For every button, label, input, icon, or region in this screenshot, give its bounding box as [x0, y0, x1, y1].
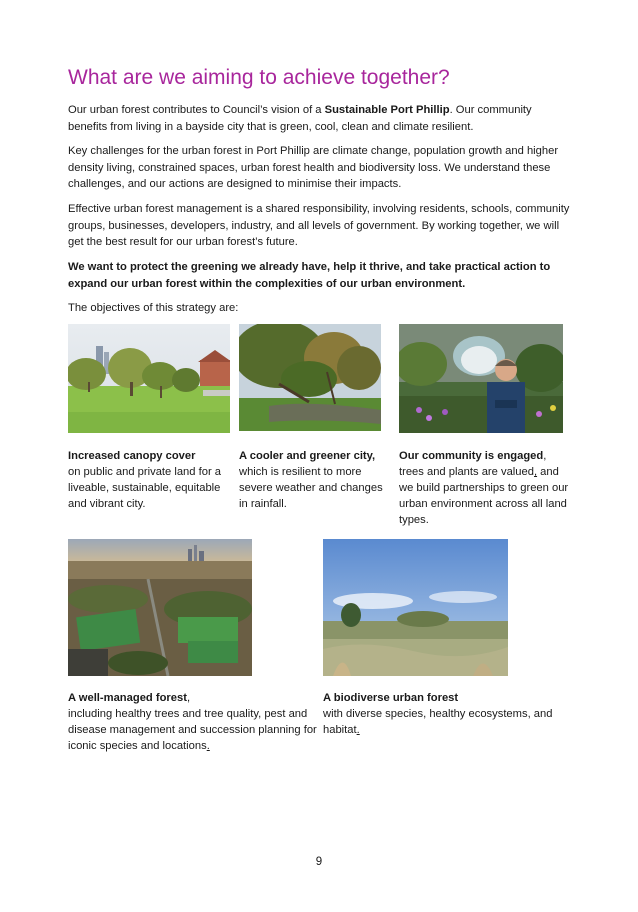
objective-3-caption	[399, 448, 569, 528]
objective-4-text: including healthy trees and tree quality, pest and disease management and succession planning for iconic species and locations	[68, 708, 317, 752]
objective-1-text: on public and private land for a liveable, sustainable, equitable and vibrant city.	[68, 466, 221, 510]
objective-2-caption	[239, 448, 389, 512]
objective-2-text: which is resilient to more severe weather and changes in rainfall.	[239, 466, 383, 510]
objective-5-text-mark: .	[356, 724, 360, 736]
intro-text-continued: . Our community benefits from living in a bayside city that is green, cool, clean and climate resilient.	[68, 104, 532, 133]
page-title: What are we aiming to achieve together?	[68, 66, 450, 89]
intro-paragraph-1	[68, 102, 573, 135]
objective-4-title: A well-managed forest	[68, 692, 187, 704]
objective-3-text: trees and plants are valued	[399, 466, 534, 478]
objective-4-title-suffix: ,	[186, 692, 191, 704]
objective-1-title: Increased canopy cover	[68, 450, 196, 462]
community-member-photo	[399, 324, 563, 433]
aerial-city-photo	[68, 539, 252, 676]
objective-5-title: A biodiverse urban forest	[323, 692, 459, 704]
objective-3-text-continued: and we build partnerships to green our urban environment across all land types.	[399, 466, 569, 526]
objective-3-text-mark: ,	[533, 466, 538, 478]
intro-text: Our urban forest contributes to Council’s vision of a	[68, 104, 325, 116]
wetland-trees-photo	[239, 324, 381, 431]
goal-statement: We want to protect the greening we already have, help it thrive, and take practical action to expand our urban forest within the complexities of our urban environment.	[68, 261, 551, 290]
objective-4-text-mark: .	[206, 740, 210, 752]
park-trees-photo	[68, 324, 230, 433]
page-number: 9	[315, 856, 323, 868]
challenges-paragraph: Key challenges for the urban forest in Port Phillip are climate change, population growth and higher density living, constrained spaces, urban forest health and biodiversity loss. We understand these challenges, and our actions are designed to minimise their impacts.	[68, 145, 559, 190]
objective-3-title-suffix: ,	[543, 450, 547, 462]
responsibility-paragraph: Effective urban forest management is a shared responsibility, involving residents, schools, community groups, businesses, developers, industry, and all levels of government. By working together, we will get the best result for our urban forest’s future.	[68, 203, 570, 248]
objective-5-text: with diverse species, healthy ecosystems, and habitat	[323, 708, 553, 736]
objective-4-caption	[68, 690, 318, 754]
coastal-scrub-photo	[323, 539, 508, 676]
objective-1-caption	[68, 448, 233, 512]
objective-3-title: Our community is engaged	[399, 450, 544, 462]
objective-5-caption	[323, 690, 563, 738]
objective-2-title: A cooler and greener city,	[239, 450, 376, 462]
vision-name: Sustainable Port Phillip	[324, 104, 450, 116]
objectives-intro: The objectives of this strategy are:	[68, 302, 239, 314]
